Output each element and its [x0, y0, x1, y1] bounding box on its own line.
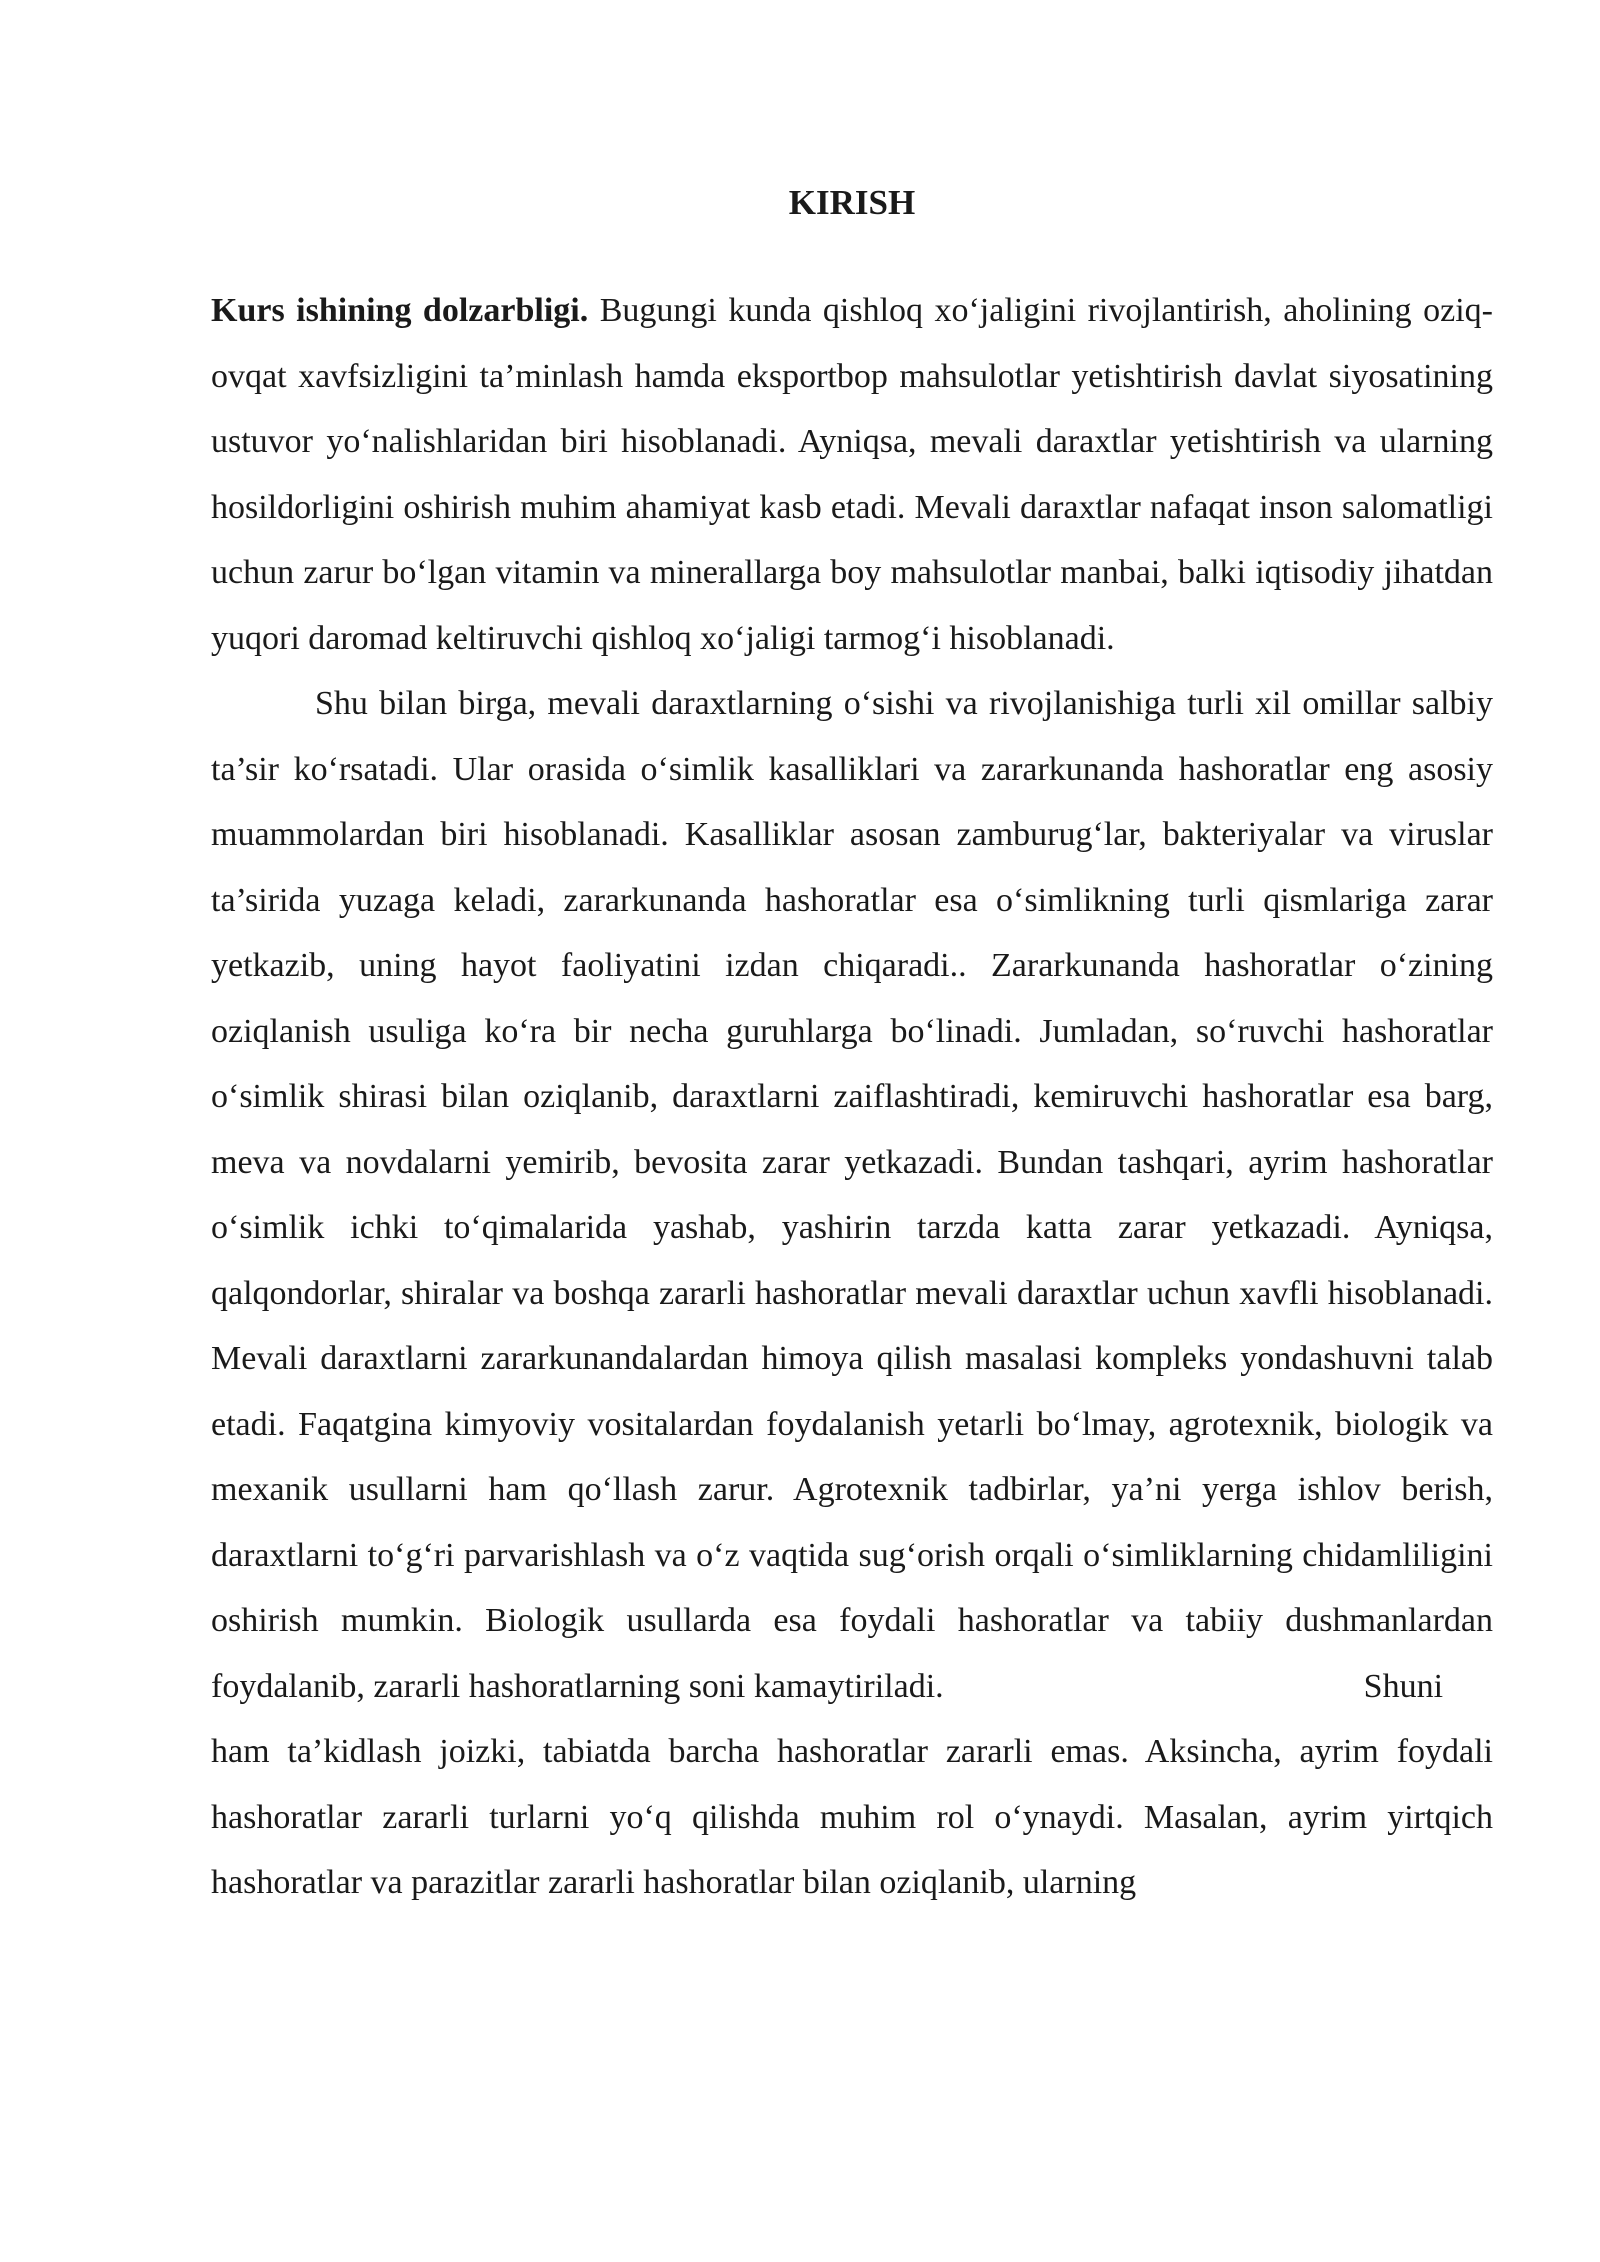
paragraph-beneficial-insects: [211, 1719, 1493, 1916]
paragraph-pests-text: Shu bilan birga, mevali daraxtlarning o‘sishi va rivojlanishiga turli xil omillar salbiy ta’sir ko‘rsatadi. Ular orasida o‘simlik kasalliklari va zararkunanda hashoratlar eng asosiy muammolardan biri hisoblanadi. Kasalliklar asosan zamburug‘lar, bakteriyalar va viruslar ta’sirida yuzaga keladi, zararkunanda hashoratlar esa o‘simlikning turli qismlariga zarar yetkazib, uning hayot faoliyatini izdan chiqaradi.. Zararkunanda hashoratlar o‘zining oziqlanish usuliga ko‘ra bir necha guruhlarga bo‘linadi. Jumladan, so‘ruvchi hashoratlar o‘simlik shirasi bilan oziqlanib, daraxtlarni zaiflashtiradi, kemiruvchi hashoratlar esa barg, meva va novdalarni yemirib, bevosita zarar yetkazadi. Bundan tashqari, ayrim hashoratlar o‘simlik ichki to‘qimalarida yashab, yashirin tarzda katta zarar yetkazadi. Ayniqsa, qalqondorlar, shiralar va boshqa zararli hashoratlar mevali daraxtlar uchun xavfli hisoblanadi. Mevali daraxtlarni zararkunandalardan himoya qilish masalasi kompleks yondashuvni talab etadi. Faqatgina kimyoviy vositalardan foydalanish yetarli bo‘lmay, agrotexnik, biologik va mexanik usullarni ham qo‘llash zarur. Agrotexnik tadbirlar, ya’ni yerga ishlov berish, daraxtlarni to‘g‘ri parvarishlash va o‘z vaqtida sug‘orish orqali o‘simliklarning chidamliligini oshirish mumkin. Biologik usullarda esa foydali hashoratlar va tabiiy dushmanlardan foydalanib, zararli hashoratlarning soni kamaytiriladi.: [211, 685, 1493, 1705]
paragraph-pests-tail: Shuni: [1363, 1667, 1444, 1705]
page-title: KIRISH: [788, 183, 916, 222]
paragraph-pests: [211, 671, 1493, 1719]
paragraph-relevance: [211, 278, 1493, 671]
section-lead-label: Kurs ishining dolzarbligi.: [211, 292, 589, 329]
paragraph-relevance-text: Bugungi kunda qishloq xo‘jaligini rivojlantirish, aholining oziq-ovqat xavfsizligini ta’minlash hamda eksportbop mahsulotlar yetishtirish davlat siyosatining ustuvor yo‘nalishlaridan biri hisoblanadi. Ayniqsa, mevali daraxtlar yetishtirish va ularning hosildorligini oshirish muhim ahamiyat kasb etadi. Mevali daraxtlar nafaqat inson salomatligi uchun zarur bo‘lgan vitamin va minerallarga boy mahsulotlar manbai, balki iqtisodiy jihatdan yuqori daromad keltiruvchi qishloq xo‘jaligi tarmog‘i hisoblanadi.: [211, 292, 1494, 657]
document-body: [211, 175, 1493, 1916]
paragraph-beneficial-insects-text: ham ta’kidlash joizki, tabiatda barcha hashoratlar zararli emas. Aksincha, ayrim foydali hashoratlar zararli turlarni yo‘q qilishda muhim rol o‘ynaydi. Masalan, ayrim yirtqich hashoratlar va parazitlar zararli hashoratlar bilan oziqlanib, ularning: [211, 1733, 1493, 1901]
